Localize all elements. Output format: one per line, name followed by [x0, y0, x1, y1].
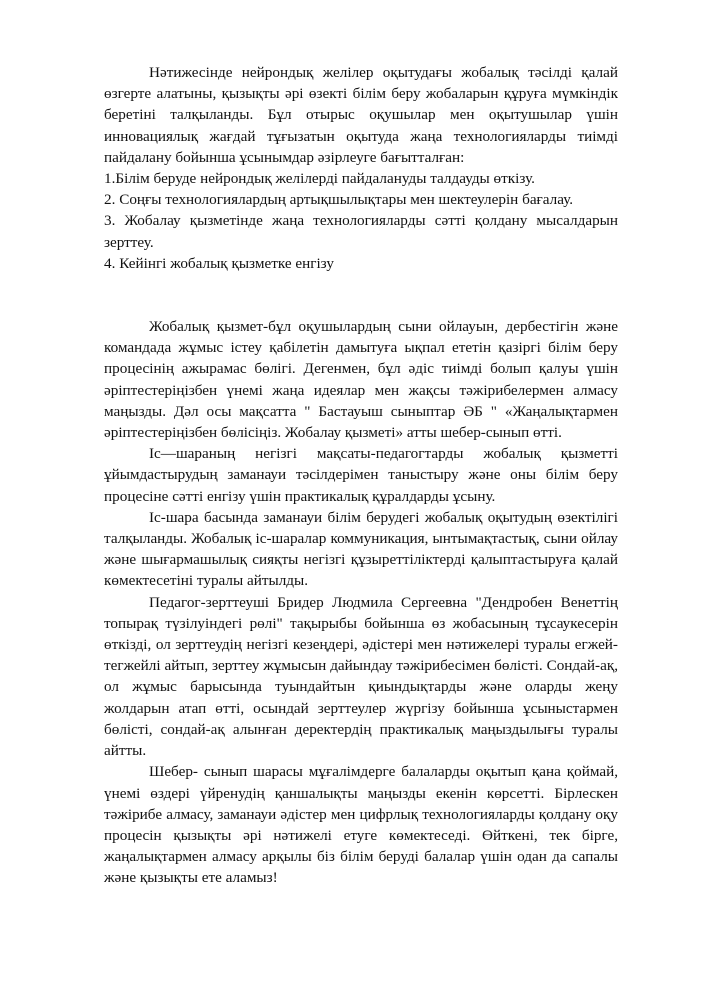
- body-paragraph-5: Шебер- сынып шарасы мұғалімдерге балаларды оқытып қана қоймай, үнемі өздері үйренудің қаншалықты маңызды екенін көрсетті. Бірлескен тәжірибе алмасу, заманауи әдістер мен цифрлық технологияларды қолдану оқу процесін қызықты әрі нәтижелі етуге көмектеседі. Өйткені, тек бірге, жаңалықтармен алмасу арқылы біз білім беруді балалар үшін одан да сапалы және қызықты ете аламыз!: [104, 763, 618, 887]
- intro-paragraph: Нәтижесінде нейрондық желілер оқытудағы жобалық тәсілді қалай өзгерте алатыны, қызықты әрі өзекті білім беру жобаларын құруға мүмкіндік беретіні талқыланды. Бұл отырыс оқушылар мен оқытушылар үшін инновациялық жағдай тұғызатын оқытуда жаңа технологияларды тиімді пайдалану бойынша ұсынымдар әзірлеуге бағытталған:: [104, 64, 618, 166]
- list-item-1: 1.Білім беруде нейрондық желілерді пайдалануды талдауды өткізу.: [104, 170, 535, 188]
- document-page: [104, 62, 618, 889]
- list-item-4: 4. Кейінгі жобалық қызметке енгізу: [104, 254, 334, 272]
- body-paragraph-1: Жобалық қызмет-бұл оқушылардың сыни ойлауын, дербестігін және командада жұмыс істеу қабілетін дамытуға ықпал ететін қазіргі білім беру процесінің ажырамас бөлігі. Дегенмен, бұл әдіс тиімді болып қалуы үшін әріптестеріңізбен үнемі жаңа идеялар мен жақсы тәжірибелермен алмасу маңызды. Дәл осы мақсатта " Бастауыш сыныптар ӘБ " «Жаңалықтармен әріптестеріңізбен бөлісіңіз. Жобалау қызметі» атты шебер-сынып өтті.: [104, 318, 618, 442]
- body-paragraph-2: Іс—шараның негізгі мақсаты-педагогтарды жобалық қызметті ұйымдастырудың заманауи тәсілдерімен таныстыру және оны білім беру процесіне сәтті енгізу үшін практикалық құралдарды ұсыну.: [104, 445, 618, 505]
- body-paragraph-4: Педагог-зерттеуші Бридер Людмила Сергеевна "Дендробен Венеттің топырақ түзілуіндегі рөлі" тақырыбы бойынша өз жобасының тұсаукесерін өткізді, ол зерттеудің негізгі кезеңдері, әдістері мен нәтижелері туралы егжей-тегжейлі айтып, зерттеу жұмысын дайындау тәжірибесімен бөлісті. Сондай-ақ, ол жұмыс барысында туындайтын қиындықтарды және оларды жеңу жолдарын атап өтті, осындай зерттеулер жүргізу бойынша ұсыныстармен бөлісті, сондай-ақ алынған деректердің практикалық маңыздылығы туралы айтты.: [104, 593, 618, 760]
- list-item-3: 3. Жобалау қызметінде жаңа технологияларды сәтті қолдану мысалдарын зерттеу.: [104, 212, 618, 251]
- list-item-2: 2. Соңғы технологиялардың артықшылықтары мен шектеулерін бағалау.: [104, 191, 574, 209]
- paragraph-spacer: [104, 274, 618, 316]
- body-paragraph-3: Іс-шара басында заманауи білім берудегі жобалық оқытудың өзектілігі талқыланды. Жобалық іс-шаралар коммуникация, ынтымақтастық, сыни ойлау және шығармашылық сияқты негізгі құзыреттіліктерді қалыптастыруға қалай көмектесетіні туралы айтылды.: [104, 508, 618, 590]
